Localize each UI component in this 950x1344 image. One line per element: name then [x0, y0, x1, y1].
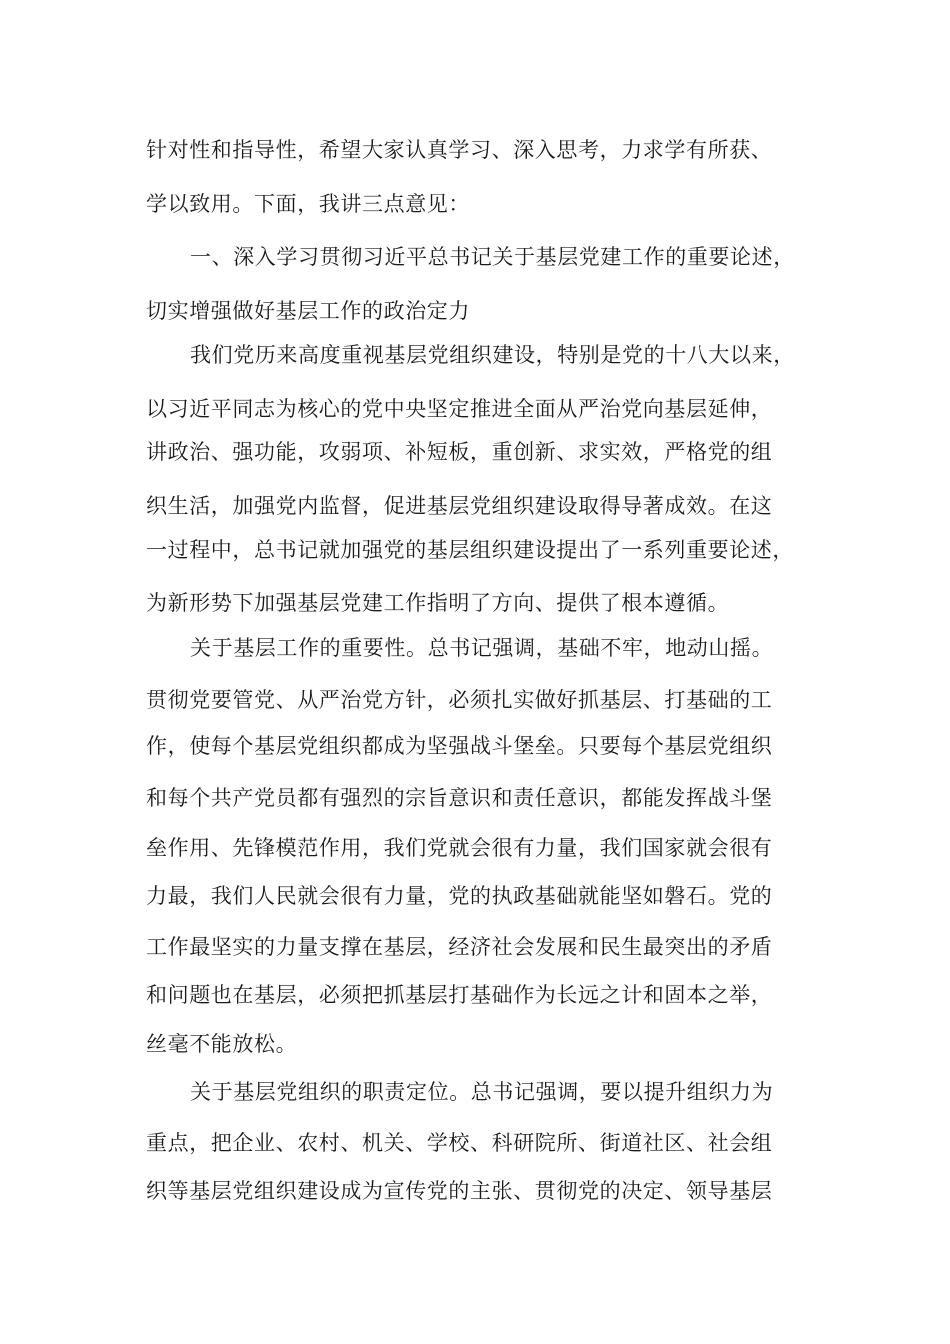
text-line: 力最，我们人民就会很有力量，党的执政基础就能坚如磐石。党的: [146, 884, 773, 908]
text-line: 重点，把企业、农村、机关、学校、科研院所、街道社区、社会组: [146, 1131, 773, 1155]
text-line: 关于基层党组织的职责定位。总书记强调，要以提升组织力为: [190, 1080, 774, 1104]
text-line: 我们党历来高度重视基层党组织建设，特别是党的十八大以来，: [190, 343, 795, 367]
text-line: 和问题也在基层，必须把抓基层打基础作为长远之计和固本之举，: [146, 983, 773, 1007]
text-line: 讲政治、强功能，攻弱项、补短板，重创新、求实效，严格党的组: [146, 440, 773, 464]
text-line: 贯彻党要管党、从严治党方针，必须扎实做好抓基层、打基础的工: [146, 688, 773, 712]
text-line: 为新形势下加强基层党建工作指明了方向、提供了根本遵循。: [146, 591, 730, 615]
text-line: 以习近平同志为核心的党中央坚定推进全面从严治党向基层延伸，: [146, 397, 773, 421]
section-heading: 切实增强做好基层工作的政治定力: [146, 299, 470, 323]
text-line: 工作最坚实的力量支撑在基层，经济社会发展和民生最突出的矛盾: [146, 935, 773, 959]
text-line: 针对性和指导性，希望大家认真学习、深入思考，力求学有所获、: [146, 138, 773, 162]
text-line: 一过程中，总书记就加强党的基层组织建设提出了一系列重要论述，: [146, 538, 794, 562]
text-line: 学以致用。下面，我讲三点意见：: [146, 192, 470, 216]
text-line: 织等基层党组织建设成为宣传党的主张、贯彻党的决定、领导基层: [146, 1179, 773, 1203]
text-line: 关于基层工作的重要性。总书记强调，基础不牢，地动山摇。: [190, 636, 774, 660]
text-line: 作，使每个基层党组织都成为坚强战斗堡垒。只要每个基层党组织: [146, 734, 773, 758]
section-heading: 一、深入学习贯彻习近平总书记关于基层党建工作的重要论述，: [190, 245, 795, 269]
text-line: 丝毫不能放松。: [146, 1032, 298, 1056]
text-line: 垒作用、先锋模范作用，我们党就会很有力量，我们国家就会很有: [146, 836, 773, 860]
text-line: 织生活，加强党内监督，促进基层党组织建设取得导著成效。在这: [146, 494, 773, 518]
text-line: 和每个共产党员都有强烈的宗旨意识和责任意识，都能发挥战斗堡: [146, 786, 773, 810]
